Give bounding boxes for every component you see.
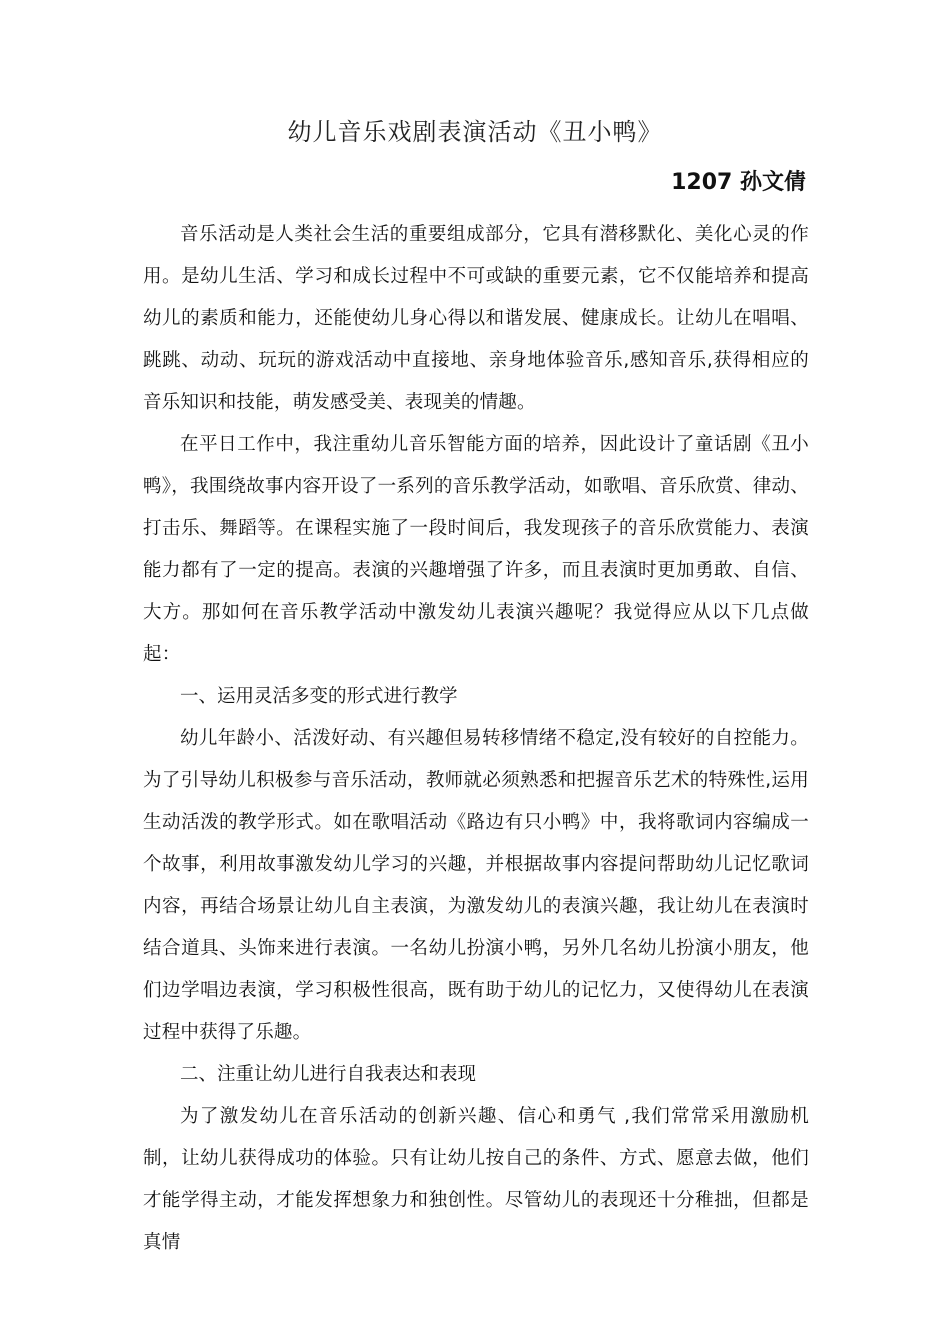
author-line: 1207 孙文倩 xyxy=(671,170,806,195)
section-paragraph-2: 为了激发幼儿在音乐活动的创新兴趣、信心和勇气 ,我们常常采用激励机制，让幼儿获得成功的体验。只有让幼儿按自己的条件、方式、愿意去做，他们才能学得主动，才能发挥想象力和独创性。尽管幼儿的表现还十分稚拙，但都是真情 xyxy=(143,1106,809,1253)
paragraph-work: 在平日工作中，我注重幼儿音乐智能方面的培养，因此设计了童话剧《丑小鸭》，我围绕故事内容开设了一系列的音乐教学活动，如歌唱、音乐欣赏、律动、打击乐、舞蹈等。在课程实施了一段时间后，我发现孩子的音乐欣赏能力、表演能力都有了一定的提高。表演的兴趣增强了许多，而且表演时更加勇敢、自信、大方。那如何在音乐教学活动中激发幼儿表演兴趣呢？我觉得应从以下几点做起： xyxy=(143,434,809,665)
section-heading-1: 一、运用灵活多变的形式进行教学 xyxy=(180,686,458,707)
document-body xyxy=(143,214,809,1264)
section-paragraph-1: 幼儿年龄小、活泼好动、有兴趣但易转移情绪不稳定,没有较好的自控能力。为了引导幼儿积极参与音乐活动，教师就必须熟悉和把握音乐艺术的特殊性,运用生动活泼的教学形式。如在歌唱活动《路边有只小鸭》中，我将歌词内容编成一个故事，利用故事激发幼儿学习的兴趣，并根据故事内容提问帮助幼儿记忆歌词内容，再结合场景让幼儿自主表演，为激发幼儿的表演兴趣，我让幼儿在表演时结合道具、头饰来进行表演。一名幼儿扮演小鸭，另外几名幼儿扮演小朋友，他们边学唱边表演，学习积极性很高，既有助于幼儿的记忆力，又使得幼儿在表演过程中获得了乐趣。 xyxy=(143,728,809,1043)
paragraph-intro: 音乐活动是人类社会生活的重要组成部分，它具有潜移默化、美化心灵的作用。是幼儿生活、学习和成长过程中不可或缺的重要元素，它不仅能培养和提高幼儿的素质和能力，还能使幼儿身心得以和谐发展、健康成长。让幼儿在唱唱、跳跳、动动、玩玩的游戏活动中直接地、亲身地体验音乐,感知音乐,获得相应的音乐知识和技能，萌发感受美、表现美的情趣。 xyxy=(143,224,809,413)
section-heading-2: 二、注重让幼儿进行自我表达和表现 xyxy=(180,1064,477,1085)
document-title: 幼儿音乐戏剧表演活动《丑小鸭》 xyxy=(287,118,663,146)
